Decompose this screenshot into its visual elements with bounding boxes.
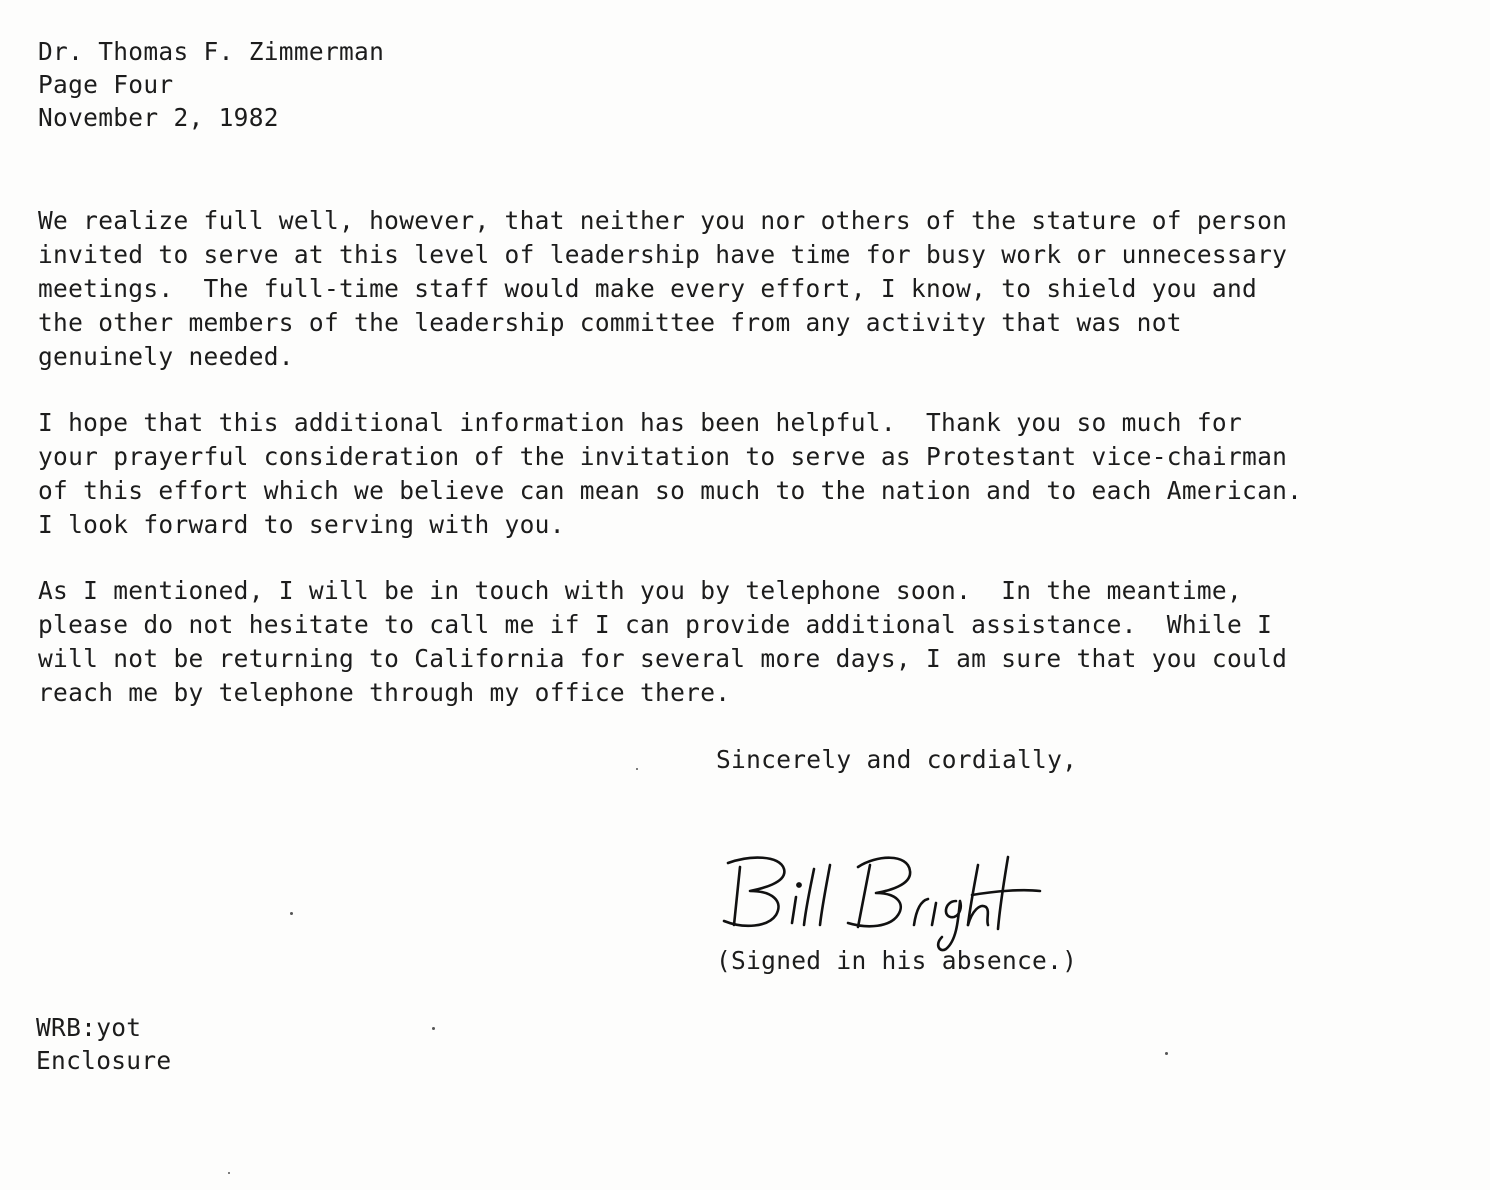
paragraph-line: of this effort which we believe can mean so much to the nation and to each American.	[38, 476, 1303, 505]
paragraph-line: the other members of the leadership committee from any activity that was not	[38, 308, 1182, 337]
paper-speck	[228, 1172, 230, 1174]
paragraph-line: I hope that this additional information has been helpful. Thank you so much for	[38, 408, 1243, 437]
paragraph-line: genuinely needed.	[38, 342, 294, 371]
paragraph-line: your prayerful consideration of the invitation to serve as Protestant vice-chairman	[38, 442, 1288, 471]
paragraph-1	[38, 204, 1287, 374]
recipient-line: Dr. Thomas F. Zimmerman	[38, 37, 385, 66]
paragraph-line: will not be returning to California for several more days, I am sure that you could	[38, 644, 1288, 673]
signature-note: (Signed in his absence.)	[716, 946, 1078, 975]
paper-speck	[432, 1027, 435, 1030]
paragraph-line: I look forward to serving with you.	[38, 510, 565, 539]
paragraph-line: We realize full well, however, that neither you nor others of the stature of person	[38, 206, 1288, 235]
date-line: November 2, 1982	[38, 103, 279, 132]
paragraph-line: invited to serve at this level of leadership have time for busy work or unnecessary	[38, 240, 1288, 269]
paragraph-line: As I mentioned, I will be in touch with you by telephone soon. In the meantime,	[38, 576, 1243, 605]
paragraph-3	[38, 574, 1287, 710]
paragraph-2	[38, 406, 1302, 542]
paper-speck	[290, 912, 293, 915]
paragraph-line: reach me by telephone through my office there.	[38, 678, 731, 707]
closing-salutation: Sincerely and cordially,	[716, 745, 1078, 774]
paragraph-line: please do not hesitate to call me if I can provide additional assistance. While I	[38, 610, 1273, 639]
typist-initials: WRB:yot	[36, 1013, 142, 1042]
enclosure-notation: Enclosure	[36, 1046, 172, 1075]
paragraph-line: meetings. The full-time staff would make every effort, I know, to shield you and	[38, 274, 1258, 303]
paper-speck	[636, 768, 638, 770]
page-number-line: Page Four	[38, 70, 174, 99]
paper-speck	[1165, 1052, 1168, 1055]
handwritten-signature	[710, 845, 1050, 955]
